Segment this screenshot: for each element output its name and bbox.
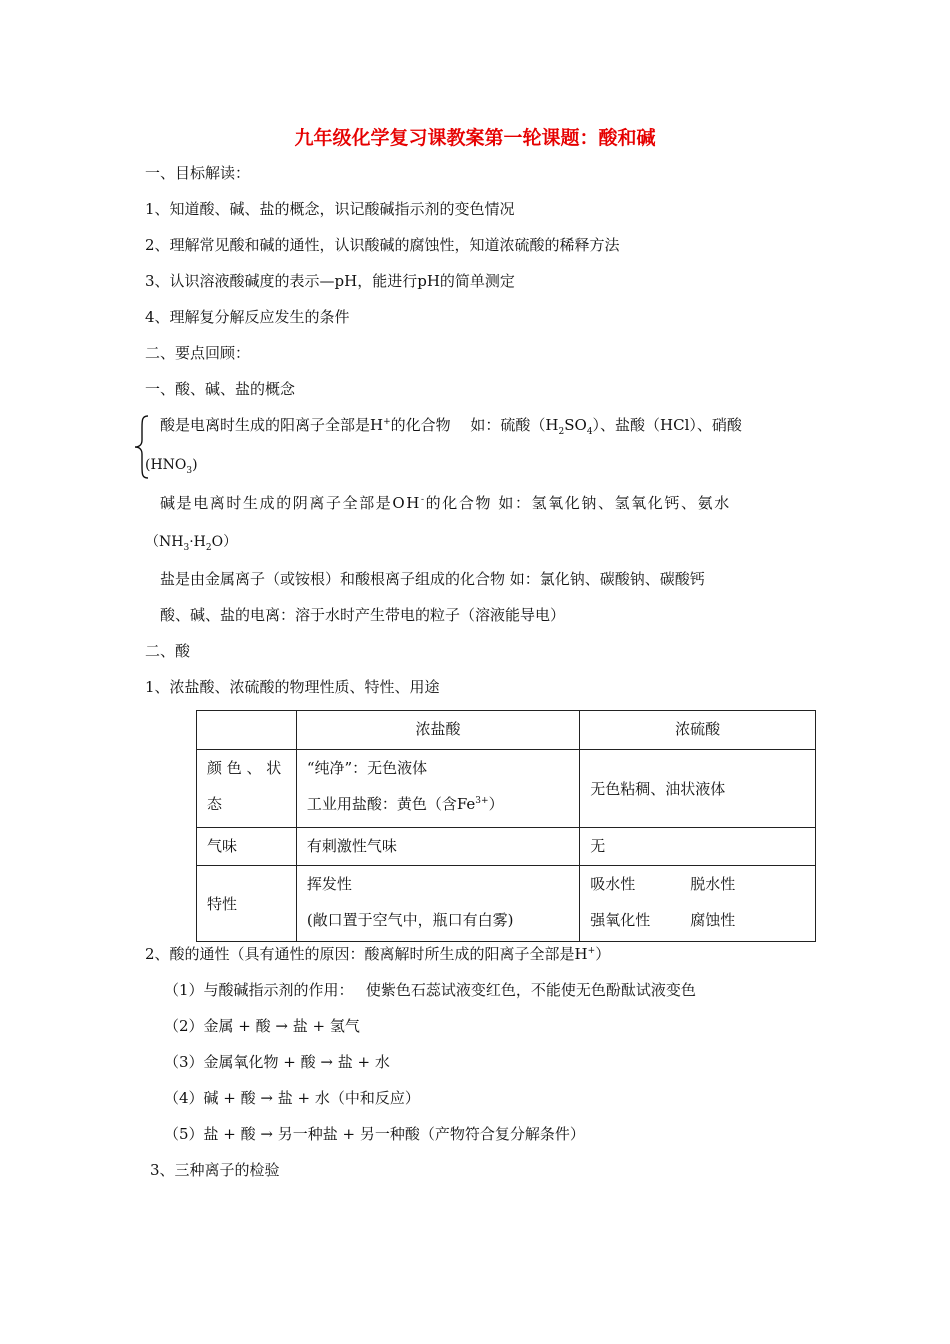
row-label-color-state: 颜 色 、 状 态 [197, 750, 297, 828]
common-item-2: （2）金属 + 酸 → 盐 + 氢气 [164, 1017, 360, 1035]
common-item-1: （1）与酸碱指示剂的作用： 使紫色石蕊试液变红色，不能使无色酚酞试液变色 [164, 981, 696, 999]
salt-definition: 盐是由金属离子（或铵根）和酸根离子组成的化合物 如：氯化钠、碳酸钠、碳酸钙 [160, 570, 705, 588]
goal-item-1: 1、知道酸、碱、盐的概念，识记酸碱指示剂的变色情况 [145, 200, 515, 218]
h2so4-smell: 无 [580, 828, 816, 866]
goal-item-2: 2、理解常见酸和碱的通性，认识酸碱的腐蚀性，知道浓硫酸的稀释方法 [145, 236, 620, 254]
review-heading: 二、要点回顾： [145, 344, 251, 362]
goal-item-3: 3、认识溶液酸碱度的表示—pH，能进行pH的简单测定 [145, 272, 515, 290]
hcl-smell: 有刺激性气味 [296, 828, 579, 866]
ionization-definition: 酸、碱、盐的电离：溶于水时产生带电的粒子（溶液能导电） [160, 606, 566, 624]
base-definition-cont: $(NH_3\cdot H_2O)$ [145, 534, 238, 553]
table-header-empty [197, 711, 297, 750]
goal-item-4: 4、理解复分解反应发生的条件 [145, 308, 350, 326]
document-title: 九年级化学复习课教案第一轮课题：酸和碱 [294, 127, 656, 149]
goals-heading: 一、目标解读： [145, 164, 251, 182]
hcl-color-state: “纯净”：无色液体 工业用盐酸：黄色（含$Fe^{3+}$） [296, 750, 579, 828]
base-definition: 碱是电离时生成的阴离子全部是OH-的化合物 如：氢氧化钠、氢氧化钙、氨水 [160, 494, 731, 512]
row-label-smell: 气味 [197, 828, 297, 866]
acid-heading: 二、酸 [145, 642, 191, 660]
table-row [197, 828, 816, 866]
h2so4-feature: 吸水性 脱水性 强氧化性 腐蚀性 [580, 866, 816, 942]
row-label-feature: 特性 [197, 866, 297, 942]
ion-test-heading: 3、三种离子的检验 [150, 1161, 280, 1179]
common-properties-heading: 2、酸的通性（具有通性的原因：酸离解时所生成的阳离子全部是H+） [145, 945, 611, 963]
common-item-3: （3）金属氧化物 + 酸 → 盐 + 水 [164, 1053, 390, 1071]
acid-definition: 酸是电离时生成的阳离子全部是H+的化合物 如：硫酸$(H_2SO_4)$、盐酸（HCl）、硝酸 [160, 416, 742, 437]
common-item-4: （4）碱 + 酸 → 盐 + 水（中和反应） [164, 1089, 420, 1107]
table-header-h2so4: 浓硫酸 [580, 711, 816, 750]
table-row [197, 866, 816, 942]
acid-definition-cont: $(HNO_3)$ [145, 457, 198, 476]
concept-heading: 一、酸、碱、盐的概念 [145, 380, 296, 398]
acid-properties-table [196, 710, 816, 942]
h2so4-color-state: 无色粘稠、油状液体 [580, 750, 816, 828]
table-header-hcl: 浓盐酸 [296, 711, 579, 750]
table-row [197, 750, 816, 828]
table-header-row [197, 711, 816, 750]
acid-props-heading: 1、浓盐酸、浓硫酸的物理性质、特性、用途 [145, 678, 440, 696]
common-item-5: （5）盐 + 酸 → 另一种盐 + 另一种酸（产物符合复分解条件） [164, 1125, 585, 1143]
hcl-feature: 挥发性 (敞口置于空气中，瓶口有白雾) [296, 866, 579, 942]
